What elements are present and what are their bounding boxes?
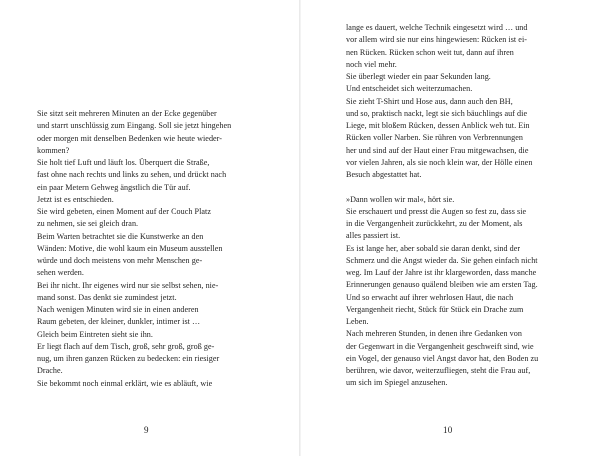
text-line: Sie erschauert und presst die Augen so fest zu, dass sie: [346, 206, 527, 216]
text-line: »Dann wollen wir mal«, hört sie.: [346, 194, 455, 204]
text-line: Und entscheidet sich weiterzumachen.: [346, 84, 473, 94]
text-line: Liege, mit bloßem Rücken, dessen Anblick weh tut. Ein: [346, 121, 530, 130]
right-page-number: 10: [443, 425, 453, 435]
text-line: Leben.: [346, 317, 369, 326]
text-line: Nach wenigen Minuten wird sie in einen anderen: [37, 305, 199, 314]
text-line: Besuch abgestattet hat.: [346, 170, 422, 179]
text-line: sehen werden.: [37, 268, 84, 278]
text-line: Rücken voller Narben. Sie rühren von Verbrennungen: [346, 133, 523, 143]
text-line: der Gegenwart in die Vergangenheit geschweift sind, wie: [346, 341, 534, 351]
text-line: Sie zieht T-Shirt und Hose aus, dann auch den BH,: [346, 96, 513, 106]
text-line: ein paar Metern Gehweg ängstlich die Tür auf.: [37, 182, 191, 192]
text-line: Sie wird gebeten, einen Moment auf der Couch Platz: [37, 207, 211, 216]
text-line: um sich im Spiegel anzusehen.: [346, 378, 448, 388]
left-page-number: 9: [144, 425, 149, 435]
text-line: Sie sitzt seit mehreren Minuten an der Ecke gegenüber: [37, 109, 217, 118]
text-line: Und so erwacht auf ihrer wehrlosen Haut, die nach: [346, 292, 514, 302]
text-line: her und sind auf der Haut einer Frau mitgewachsen, die: [346, 145, 529, 155]
text-line: oder morgen mit denselben Bedenken wie heute wieder-: [37, 133, 223, 143]
text-line: vor vielen Jahren, als sie noch klein war, der Hölle einen: [346, 157, 533, 167]
text-line: nen Rücken. Rücken schon weit tut, dann auf ihren: [346, 47, 514, 57]
left-page: [0, 0, 299, 456]
text-line: noch viel mehr.: [346, 59, 397, 69]
text-line: nug, um ihren ganzen Rücken zu bedecken: ein riesiger: [37, 354, 220, 363]
text-line: [346, 181, 570, 193]
text-line: mand sonst. Das denkt sie zumindest jetzt.: [37, 292, 177, 302]
right-page-text: [346, 22, 570, 390]
text-line: vor allem wird sie nur eins hingewiesen: Rücken ist ei-: [346, 35, 527, 45]
text-line: Drache.: [37, 366, 63, 376]
text-line: kommen?: [37, 145, 70, 155]
text-line: Nach mehreren Stunden, in denen ihre Gedanken von: [346, 329, 522, 339]
text-line: Sie bekommt noch einmal erklärt, wie es abläuft, wie: [37, 378, 213, 388]
text-line: berühren, wie davor, weiterzufliegen, steht die Frau auf,: [346, 366, 531, 375]
text-line: Erinnerungen genauso quälend bleiben wie am ersten Tag.: [346, 280, 538, 290]
text-line: Vergangenheit riecht, Stück für Stück ein Drache zum: [346, 304, 524, 314]
text-line: weg. Im Lauf der Jahre ist ihr klargeworden, dass manche: [346, 268, 537, 277]
text-line: zu nehmen, sie sei gleich dran.: [37, 219, 139, 229]
text-line: Schmerz und die Angst wieder da. Sie gehen einfach nicht: [346, 255, 538, 265]
text-line: Wänden: Motive, die wohl kaum ein Museum ausstellen: [37, 243, 223, 253]
right-page: [301, 0, 600, 456]
text-line: Sie holt tief Luft und läuft los. Überquert die Straße,: [37, 158, 210, 167]
text-line: Beim Warten betrachtet sie die Kunstwerke an den: [37, 231, 204, 241]
text-line: Es ist lange her, aber sobald sie daran denkt, sind der: [346, 243, 521, 253]
text-line: Gleich beim Eintreten sieht sie ihn.: [37, 329, 153, 339]
text-line: fast ohne nach rechts und links zu sehen, und drückt nach: [37, 170, 227, 180]
text-line: Sie überlegt wieder ein paar Sekunden lang.: [346, 72, 491, 81]
text-line: alles passiert ist.: [346, 231, 401, 241]
left-page-text: [37, 108, 259, 390]
text-line: würde und doch meistens von mehr Menschen ge-: [37, 256, 203, 265]
text-line: ein Vogel, der genauso viel Angst davor hat, den Boden zu: [346, 353, 539, 363]
text-line: Er liegt flach auf dem Tisch, groß, sehr groß, groß ge-: [37, 341, 215, 351]
text-line: Jetzt ist es entschieden.: [37, 194, 114, 204]
text-line: in die Vergangenheit zurückkehrt, zu der Moment, als: [346, 219, 523, 228]
text-line: lange es dauert, welche Technik eingesetzt wird … und: [346, 23, 528, 32]
text-line: Raum gebeten, der kleiner, dunkler, intimer ist …: [37, 317, 201, 327]
text-line: und starrt unschlüssig zum Eingang. Soll sie jetzt hingehen: [37, 121, 232, 131]
text-line: Bei ihr nicht. Ihr eigenes wird nur sie selbst sehen, nie-: [37, 280, 219, 290]
text-line: und so, praktisch nackt, legt sie sich bäuchlings auf die: [346, 108, 528, 118]
